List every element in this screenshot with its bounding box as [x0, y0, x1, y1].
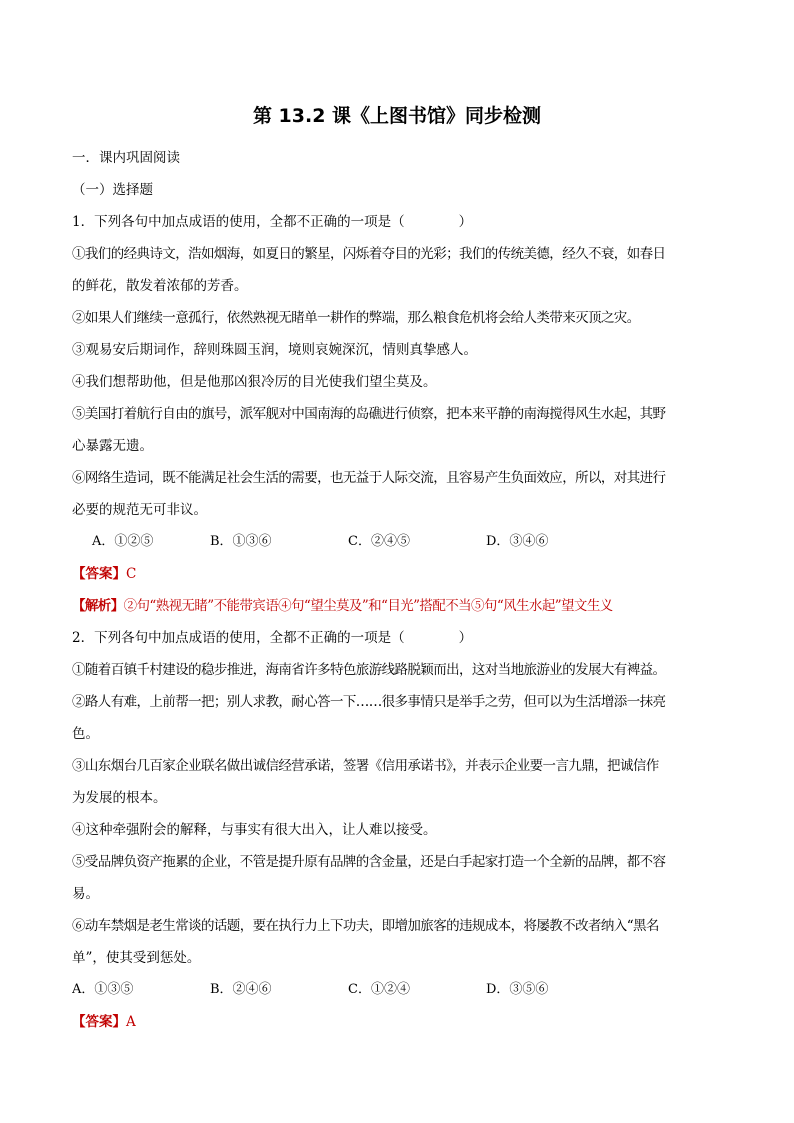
question-2-stem: 2．下列各句中加点成语的使用，全都不正确的一项是（ ）: [72, 630, 473, 646]
q2-sentence-3-line-1: ③山东烟台几百家企业联名做出诚信经营承诺，签署《信用承诺书》，并表示企业要一言九鼎，把诚信作: [72, 758, 659, 774]
page-title: 第 13.2 课《上图书馆》同步检测: [252, 105, 542, 127]
question-1-stem: 1．下列各句中加点成语的使用，全都不正确的一项是（ ）: [72, 214, 473, 230]
analysis-label: 【解析】: [72, 598, 124, 614]
q1-option-b: B．①③⑥: [210, 534, 272, 549]
q2-sentence-2-line-2: 色。: [72, 726, 99, 742]
q2-sentence-3-line-2: 为发展的根本。: [72, 790, 167, 806]
q2-sentence-1: ①随着百镇千村建设的稳步推进，海南省许多特色旅游线路脱颖而出，这对当地旅游业的发展大有裨益。: [72, 662, 666, 678]
q1-option-c: C．②④⑤: [348, 534, 410, 549]
q1-analysis: [72, 590, 722, 622]
q1-option-a: A．①②⑤: [92, 534, 154, 549]
q1-sentence-1-line-2: 的鲜花，散发着浓郁的芳香。: [72, 278, 248, 294]
q1-options: [72, 526, 722, 558]
document-body: [72, 142, 722, 1038]
q2-option-d: D．③⑤⑥: [486, 982, 549, 997]
answer-label: 【答案】: [72, 566, 126, 582]
q2-sentence-4: ④这种牵强附会的解释，与事实有很大出入，让人难以接受。: [72, 822, 437, 838]
q1-sentence-5-line-2: 心暴露无遗。: [72, 438, 153, 454]
section-heading: 一．课内巩固阅读: [72, 150, 180, 166]
q1-answer: [72, 558, 722, 590]
q1-sentence-1-line-1: ①我们的经典诗文，浩如烟海，如夏日的繁星，闪烁着夺目的光彩；我们的传统美德，经久不衰，如春日: [72, 246, 666, 262]
q2-answer: [72, 1006, 722, 1038]
q1-sentence-6-line-1: ⑥网络生造词，既不能满足社会生活的需要，也无益于人际交流，且容易产生负面效应，所以，对其进行: [72, 470, 666, 486]
q2-option-c: C．①②④: [348, 982, 410, 997]
answer-value: C: [126, 566, 137, 582]
q1-sentence-6-line-2: 必要的规范无可非议。: [72, 502, 207, 518]
q2-option-b: B．②④⑥: [210, 982, 272, 997]
q1-sentence-4: ④我们想帮助他，但是他那凶狠冷厉的目光使我们望尘莫及。: [72, 374, 437, 390]
q1-sentence-3: ③观易安后期词作，辞则珠圆玉润，境则哀婉深沉，情则真挚感人。: [72, 342, 477, 358]
q1-option-d: D．③④⑥: [486, 534, 549, 549]
subsection-heading: （一）选择题: [72, 182, 153, 198]
answer-label: 【答案】: [72, 1014, 126, 1030]
answer-value: A: [126, 1014, 136, 1030]
q2-sentence-2-line-1: ②路人有难，上前帮一把；别人求教，耐心答一下……很多事情只是举手之劳，但可以为生活增添一抹亮: [72, 694, 666, 710]
q1-sentence-5-line-1: ⑤美国打着航行自由的旗号，派军舰对中国南海的岛礁进行侦察，把本来平静的南海搅得风生水起，其野: [72, 406, 666, 422]
q2-sentence-6-line-1: ⑥动车禁烟是老生常谈的话题，要在执行力上下功夫，即增加旅客的违规成本，将屡教不改者纳入“黑名: [72, 918, 659, 934]
q2-sentence-5-line-1: ⑤受品牌负资产拖累的企业，不管是提升原有品牌的含金量，还是白手起家打造一个全新的品牌，都不容: [72, 854, 666, 870]
analysis-text: ②句“熟视无睹”不能带宾语④句“望尘莫及”和“目光”搭配不当⑤句“风生水起”望文生义: [123, 598, 613, 614]
q1-sentence-2: ②如果人们继续一意孤行，依然熟视无睹单一耕作的弊端，那么粮食危机将会给人类带来灭顶之灾。: [72, 310, 640, 326]
q2-sentence-5-line-2: 易。: [72, 886, 99, 902]
q2-sentence-6-line-2: 单”，使其受到惩处。: [72, 950, 201, 966]
q2-options: [72, 974, 722, 1006]
q2-option-a: A．①③⑤: [72, 982, 134, 997]
